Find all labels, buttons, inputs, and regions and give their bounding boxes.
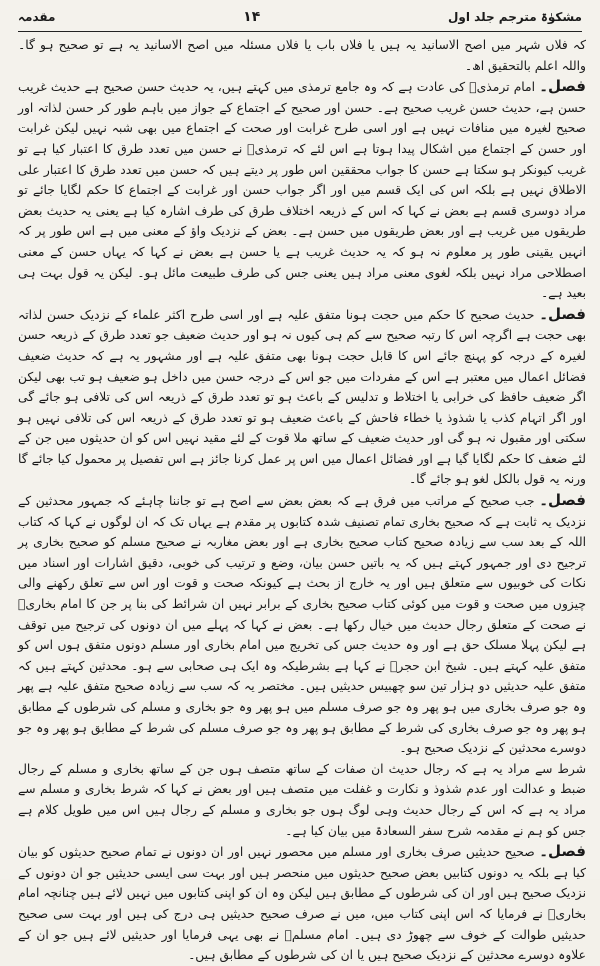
paragraph — [18, 490, 586, 759]
section-heading: فصل۔ — [539, 491, 586, 510]
book-title: مشکوٰۃ مترجم جلد اول — [447, 10, 582, 24]
paragraph-text: جب صحیح کے مراتب میں فرق ہے کہ بعض بعض سے اصح ہے تو جاننا چاہئے کہ جمہور محدثین کے نزدیک یہ ثابت ہے کہ صحیح بخاری تمام تصنیف شدہ کتابوں پر مقدم ہے یہاں تک کہ ان لوگوں نے کہا کہ کتاب اللہ کے بعد سب سے زیادہ صحیح کتاب صحیح بخاری ہے اور بعض مغاربہ نے صحیح مسلم کو صحیح بخاری پر ترجیح دی اور جمہور کہتے ہیں کہ یہ باتیں حسن بیان، وضع و ترتیب کی خوبی، دقیق اشارات اور اسناد میں نکات کی خوبیوں سے متعلق ہیں اور یہ خارج از بحث ہے کیونکہ صحت و قوت اور اس سے تعلق رکھنے والی چیزوں میں صحت و قوت میں کوئی کتاب صحیح بخاری کے برابر نہیں ان شرائط کی بنا پر جن کا امام بخاریؒ نے صحت کے متعلق رجال حدیث میں خیال رکھا ہے۔ بعض نے کہا کہ پہلے میں ان دونوں کی ترجیح میں توقف ہے لیکن پہلا مسلک حق ہے اور وہ حدیث جس کی تخریج میں امام بخاری اور مسلم دونوں متفق ہوں اس کو متفق علیہ کہتے ہیں۔ شیخ ابن حجرؒ نے کہا ہے بشرطیکہ وہ ایک ہی صحابی سے ہو۔ محدثین کہتے ہیں کہ متفق علیہ حدیثیں دو ہزار تین سو چھبیس حدیثیں ہیں۔ مختصر یہ کہ سب سے زیادہ صحیح متفق علیہ ہے پھر وہ جو صرف بخاری میں ہو پھر وہ جو صرف مسلم میں ہو پھر وہ جو بخاری و مسلم کی شرطوں کے مطابق ہو پھر وہ جو صرف بخاری کی شرط کے مطابق ہو پھر وہ جو صرف مسلم کی شرط کے مطابق ہو پھر وہ جو دوسرے محدثین کے نزدیک صحیح ہو۔ — [18, 494, 586, 756]
page-body — [18, 35, 586, 963]
paragraph-text: صحیح حدیثیں صرف بخاری اور مسلم میں محصور نہیں اور ان دونوں نے تمام صحیح حدیثوں کو بیان کیا ہے بلکہ یہ دونوں کتابیں بعض صحیح حدیثوں میں منحصر ہیں اور بہت سی ایسی حدیثیں جو ان دونوں کے نزدیک صحیح ہیں اور ان کی شرطوں کے مطابق ہیں لیکن وہ ان کو اپنی کتابوں میں نہیں لائے ہیں چنانچہ امام بخاریؒ نے فرمایا کہ اس اپنی کتاب میں، میں نے صرف صحیح حدیثیں ہی درج کی ہیں اور بہت سی صحیح حدیثیں طوالت کے خوف سے چھوڑ دی ہیں۔ امام مسلمؒ نے بھی یہی فرمایا اور حدیثیں لائے ہیں جو ان کے علاوہ دوسرے محدثین کے نزدیک صحیح ہیں یا ان کی شرطوں کے مطابق ہیں۔ — [18, 845, 586, 963]
paragraph-text: کہ فلاں شہر میں اصح الاسانید یہ ہیں یا فلاں باب یا فلاں مسئلہ میں اصح الاسانید یہ ہے تو صحیح ہو گا۔ واللہ اعلم بالتحقیق اھ۔ — [18, 38, 586, 73]
paragraph — [18, 35, 586, 76]
paragraph — [18, 76, 586, 304]
section-heading: فصل۔ — [539, 304, 586, 323]
page-number: ۱۴ — [243, 9, 261, 25]
page-header — [18, 4, 582, 30]
paragraph-text: شرط سے مراد یہ ہے کہ رجال حدیث ان صفات کے ساتھ متصف ہوں جن کے ساتھ بخاری و مسلم کے رجال ضبط و عدالت اور عدم شذوذ و نکارت و غفلت میں متصف ہیں اور بعض نے کہا کہ شرط بخاری و مسلم سے مراد یہ ہے کہ اس کے رجال حدیث وہی لوگ ہوں جو بخاری و مسلم کے رجال ہیں اس میں طویل کلام ہے جس کو ہم نے مقدمہ شرح سفر السعادۃ میں بیان کیا ہے۔ — [18, 761, 586, 838]
section-heading: فصل۔ — [539, 842, 586, 861]
paragraph-text: حدیث صحیح کا حکم میں حجت ہونا متفق علیہ ہے اور اسی طرح اکثر علماء کے نزدیک حسن لذاتہ بھی حجت ہے اگرچہ اس کا رتبہ صحیح سے کم ہی کیوں نہ ہو اور حدیث ضعیف جو تعدد طرق کے ذریعہ حسن لغیرہ کے درجہ کو پہنچ جائے اس کا قابل حجت ہونا بھی متفق علیہ ہے اور مشہور یہ ہے کہ حدیث ضعیف فضائل اعمال میں معتبر ہے اس کے مفردات میں جو اس کے درجہ حسن میں داخل ہو ضعیف ہو تب بھی لیکن اگر ضعیف حافظ کی خرابی یا اختلاط و تدلیس کے باعث ہو تو تعدد طرق کے ذریعہ اس کی تلافی ہو جائے گی اور اگر اتہام کذب یا شذوذ یا خطاء فاحش کے باعث ضعیف ہو تو تعدد طرق کے ذریعہ اس کی تلافی نہیں ہو سکتی اور مقبول نہ ہو گی اور حدیث ضعیف کے ساتھ ملا قوت کے لئے مقید نہیں اس کو ان حدیثوں میں جن کے لئے ضعف کا حکم لگایا گیا ہے اور فضائل اعمال میں اس پر عمل کرنا جائز ہے اس تفصیل پر محمول کیا جائے گا ورنہ یہ قول بالکل لغو ہو جائے گا۔ — [18, 307, 586, 487]
header-rule — [18, 31, 582, 32]
section-title: مقدمہ — [18, 10, 56, 24]
paragraph — [18, 304, 586, 490]
paragraph — [18, 759, 586, 841]
paragraph — [18, 841, 586, 966]
section-heading: فصل۔ — [539, 77, 586, 96]
paragraph-text: امام ترمذیؒ کی عادت ہے کہ وہ جامع ترمذی میں کہتے ہیں، یہ حدیث حسن صحیح ہے حدیث غریب حسن ہے، حدیث حسن غریب صحیح ہے۔ حسن اور صحیح کے اجتماع کے جواز میں باہم طور کر حسن لذاتہ اور صحیح لغیرہ میں منافات نہیں ہے اور اسی طرح غرابت اور صحت کے اجتماع میں بھی شبہ نہیں لیکن غرابت اور حسن کے اجتماع میں اشکال پیدا ہوتا ہے اس لئے کہ ترمذیؒ نے حسن میں تعدد طرق کا اعتبار کیا ہے تو غریب کیونکر ہو سکتا ہے حسن کا جواب محققین اس طور پر دیتے ہیں کہ حسن میں تعدد طرق کا اعتبار علی الاطلاق نہیں ہے بلکہ اس کی ایک قسم میں اور اگر جواب حسن اور غرابت کے اجتماع کا حکم لگایا جائے تو مراد دوسری قسم ہے بعض نے کہا کہ اس کے ذریعہ اختلاف طرق کی طرف اشارہ کیا ہے یعنی یہ حدیث بعض طریقوں میں غریب ہے اور بعض طریقوں میں حسن ہے۔ بعض کے نزدیک واؤ کے معنی میں ہے اس طور پر کہ انہیں یقینی طور پر معلوم نہ ہو کہ یہ حدیث غریب ہے یا حسن ہے بعض نے کہا کہ یہاں حسن کے معنی اصطلاحی مراد نہیں بلکہ لغوی معنی مراد ہیں یعنی جس کی طرف طبیعت مائل ہو۔ لیکن یہ قول بہت ہی بعید ہے۔ — [18, 80, 586, 301]
